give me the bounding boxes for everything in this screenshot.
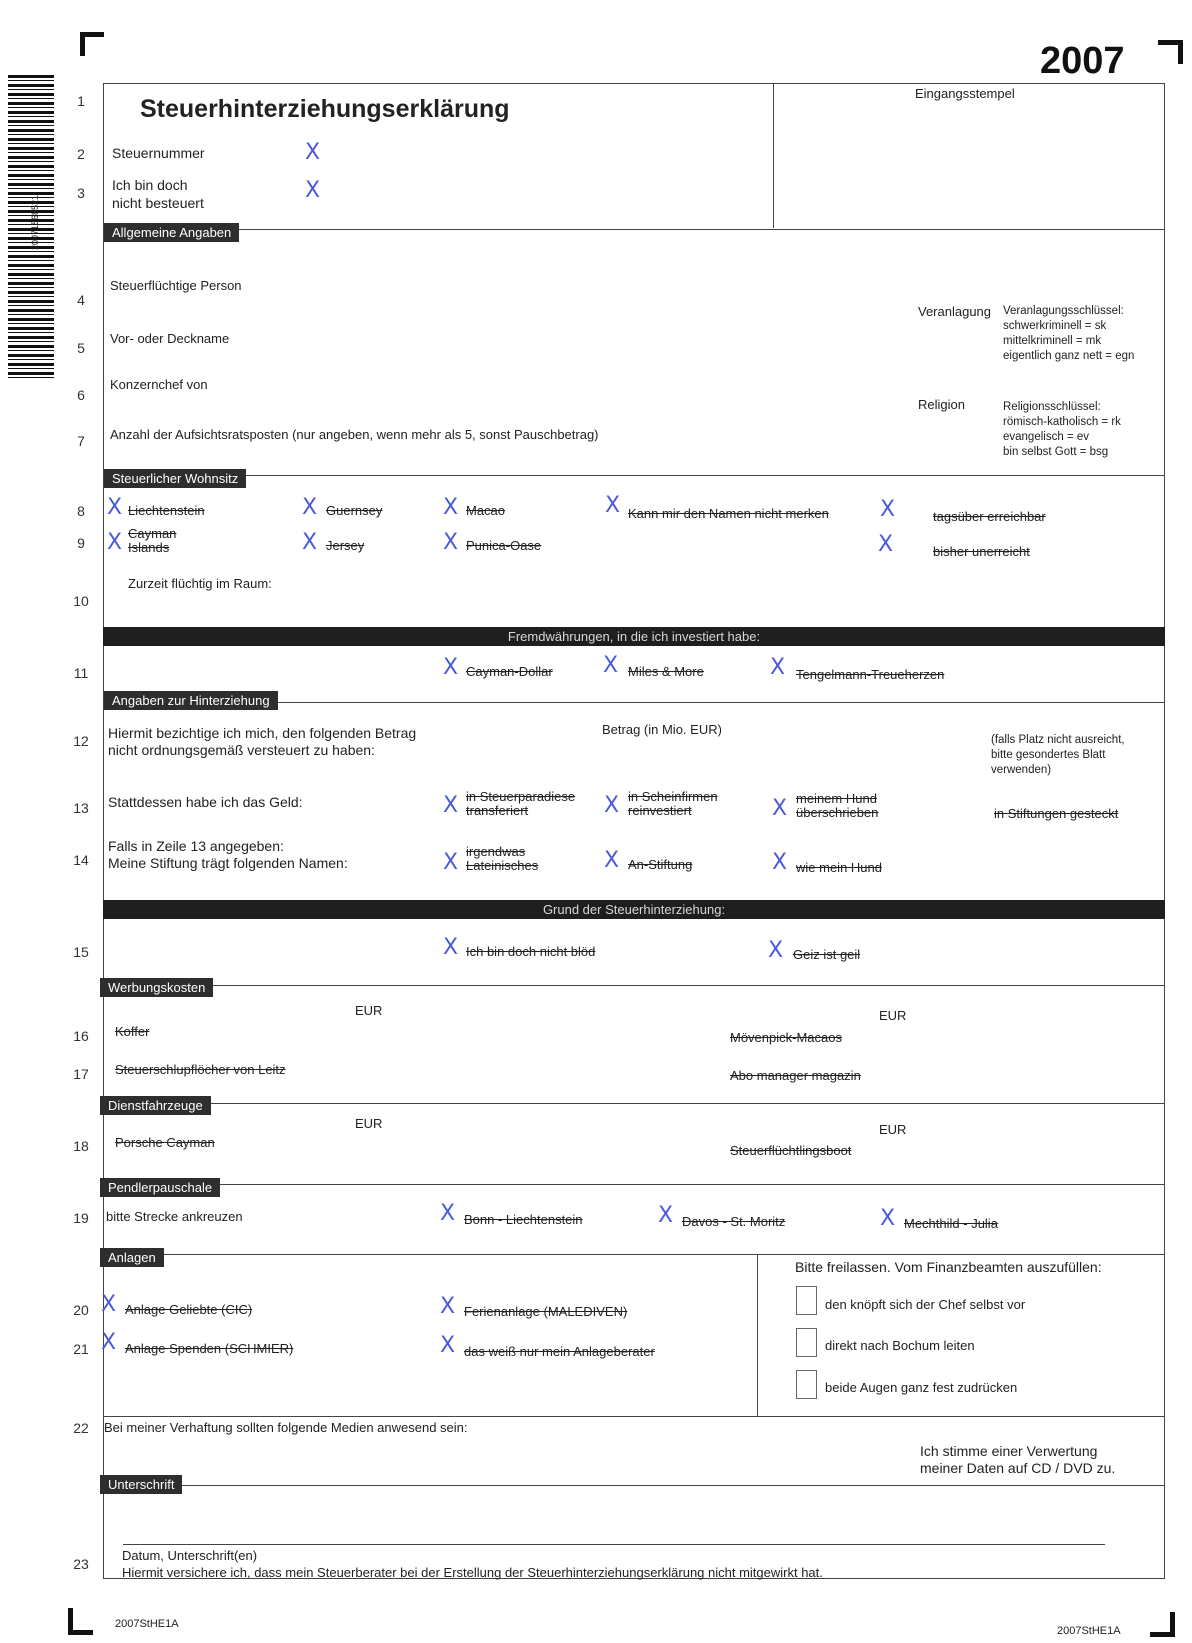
divider-anlagen <box>103 1254 1165 1255</box>
waehrung-miles-more[interactable]: Miles & More <box>628 664 704 679</box>
wohnsitz-cross-9[interactable]: X <box>878 532 894 557</box>
pendler-davos[interactable]: Davos - St. Moritz <box>682 1214 786 1229</box>
year: 2007 <box>1040 40 1125 82</box>
grund-cross-2[interactable]: X <box>768 938 784 963</box>
row14-label: Falls in Zeile 13 angegeben: Meine Stiftung trägt folgenden Namen: <box>108 838 348 871</box>
section-tab-unterschrift: Unterschrift <box>100 1475 182 1494</box>
row14-lateinisches[interactable]: irgendwas Lateinisches <box>466 844 539 873</box>
grund-geiz[interactable]: Geiz ist geil <box>793 947 861 962</box>
grund-cross-1[interactable]: X <box>443 935 459 960</box>
row13-steuerparadiese[interactable]: in Steuerparadiese transferiert <box>466 789 576 818</box>
medien-consent: Ich stimme einer Verwertung meiner Daten auf CD / DVD zu. <box>920 1443 1116 1476</box>
row-number: 2 <box>77 146 85 162</box>
wohnsitz-cross-7[interactable]: X <box>302 530 318 555</box>
wohnsitz-cross-1[interactable]: X <box>107 495 123 520</box>
werbung-eur-left: EUR <box>355 1003 383 1018</box>
pendler-cross-3[interactable]: X <box>880 1206 896 1231</box>
wohnsitz-liechtenstein[interactable]: Liechtenstein <box>128 503 205 518</box>
row13-label: Stattdessen habe ich das Geld: <box>108 794 303 810</box>
medien-label: Bei meiner Verhaftung sollten folgende Medien anwesend sein: <box>104 1420 468 1435</box>
form-code-left: 2007StHE1A <box>115 1618 179 1630</box>
row-number: 14 <box>73 852 89 868</box>
divider-werbung <box>103 985 1165 986</box>
divider-dienst <box>103 1103 1165 1104</box>
official-checkbox-3[interactable] <box>796 1370 817 1399</box>
row13-cross-1[interactable]: X <box>443 793 459 818</box>
pendler-label: bitte Strecke ankreuzen <box>106 1209 243 1224</box>
steuernummer-cross[interactable]: X <box>305 140 321 165</box>
signature-line[interactable] <box>123 1544 1105 1545</box>
wohnsitz-cross-5[interactable]: X <box>880 497 896 522</box>
nicht-besteuert-cross[interactable]: X <box>305 178 321 203</box>
werbung-eur-right: EUR <box>879 1008 907 1023</box>
waehrung-cross-3[interactable]: X <box>770 655 786 680</box>
dienst-boot[interactable]: Steuerflüchtlingsboot <box>730 1143 852 1158</box>
pendler-bonn[interactable]: Bonn - Liechtenstein <box>464 1212 583 1227</box>
section-tab-anlagen: Anlagen <box>100 1248 164 1267</box>
row13-cross-2[interactable]: X <box>604 793 620 818</box>
section-tab-allgemein: Allgemeine Angaben <box>104 223 239 242</box>
row14-an-stiftung[interactable]: An-Stiftung <box>628 857 693 872</box>
row14-wie-hund[interactable]: wie mein Hund <box>796 860 882 875</box>
anlage-cross-3[interactable]: X <box>101 1330 117 1355</box>
aufsichtsrat-label: Anzahl der Aufsichtsratsposten (nur angeben, wenn mehr als 5, sonst Pauschbetrag) <box>110 427 599 442</box>
row14-cross-3[interactable]: X <box>772 850 788 875</box>
band-grund: Grund der Steuerhinterziehung: <box>103 900 1165 919</box>
row-number: 23 <box>73 1556 89 1572</box>
row-number: 21 <box>73 1341 89 1357</box>
religion-key: Religionsschlüssel: römisch-katholisch = rk evangelisch = ev bin selbst Gott = bsg <box>1003 401 1121 458</box>
wohnsitz-cross-6[interactable]: X <box>107 530 123 555</box>
row13-stiftungen[interactable]: in Stiftungen gesteckt <box>994 806 1119 821</box>
corner-mark-bl-v <box>68 1608 73 1635</box>
divider-wohnsitz <box>103 475 1165 476</box>
corner-mark-tr-v <box>1178 40 1183 64</box>
stamp-label: Eingangsstempel <box>915 86 1015 101</box>
pendler-mechthild[interactable]: Mechthild - Julia <box>904 1216 998 1231</box>
row-number: 4 <box>77 292 85 308</box>
anlage-ferien[interactable]: Ferienanlage (MALEDIVEN) <box>464 1304 628 1319</box>
row-number: 1 <box>77 93 85 109</box>
wohnsitz-macao[interactable]: Macao <box>466 503 506 518</box>
wohnsitz-tagsueber[interactable]: tagsüber erreichbar <box>933 509 1046 524</box>
row12-label: Hiermit bezichtige ich mich, den folgenden Betrag nicht ordnungsgemäß versteuert zu haben: <box>108 725 417 758</box>
row14-cross-1[interactable]: X <box>443 850 459 875</box>
waehrung-tengelmann[interactable]: Tengelmann-Treueherzen <box>796 667 945 682</box>
row14-cross-2[interactable]: X <box>604 848 620 873</box>
religion-label: Religion <box>918 397 965 412</box>
divider-medien <box>103 1416 1165 1417</box>
wohnsitz-cross-2[interactable]: X <box>302 495 318 520</box>
steuernummer-label: Steuernummer <box>112 145 205 161</box>
werbung-moevenpick[interactable]: Mövenpick-Macaos <box>730 1030 842 1045</box>
stamp-divider <box>773 83 774 228</box>
row-number: 12 <box>73 733 89 749</box>
wohnsitz-punica[interactable]: Punica-Oase <box>466 538 542 553</box>
fluechtig-label: Zurzeit flüchtig im Raum: <box>128 576 272 591</box>
waehrung-cayman-dollar[interactable]: Cayman-Dollar <box>466 664 553 679</box>
betrag-label: Betrag (in Mio. EUR) <box>602 722 722 737</box>
row-number: 16 <box>73 1028 89 1044</box>
veranlagung-key: Veranlagungsschlüssel: schwerkriminell = sk mittelkriminell = mk eigentlich ganz nett = egn <box>1003 305 1135 362</box>
wohnsitz-cross-3[interactable]: X <box>443 495 459 520</box>
vorname-label: Vor- oder Deckname <box>110 331 230 346</box>
row13-scheinfirmen[interactable]: in Scheinfirmen reinvestiert <box>628 789 718 818</box>
official-option-1: den knöpft sich der Chef selbst vor <box>825 1297 1026 1312</box>
werbung-steuerschlupfloecher[interactable]: Steuerschlupflöcher von Leitz <box>115 1062 286 1077</box>
row-number: 19 <box>73 1210 89 1226</box>
row-number: 18 <box>73 1138 89 1154</box>
anlage-cross-1[interactable]: X <box>101 1292 117 1317</box>
official-title: Bitte freilassen. Vom Finanzbeamten auszufüllen: <box>795 1259 1102 1275</box>
row-number: 10 <box>73 593 89 609</box>
row-number: 3 <box>77 185 85 201</box>
dienst-eur-right: EUR <box>879 1122 907 1137</box>
nicht-besteuert-label: Ich bin doch nicht besteuert <box>112 177 204 211</box>
official-checkbox-1[interactable] <box>796 1286 817 1315</box>
divider-unterschrift <box>103 1485 1165 1486</box>
wohnsitz-jersey[interactable]: Jersey <box>326 538 365 553</box>
anlage-spenden[interactable]: Anlage Spenden (SCHMIER) <box>125 1341 294 1356</box>
row-number: 22 <box>73 1420 89 1436</box>
section-tab-wohnsitz: Steuerlicher Wohnsitz <box>104 469 246 488</box>
wohnsitz-cross-4[interactable]: X <box>605 493 621 518</box>
platz-note: (falls Platz nicht ausreicht, bitte gesondertes Blatt verwenden) <box>991 734 1125 776</box>
section-tab-hinterziehung: Angaben zur Hinterziehung <box>104 691 278 710</box>
row-number: 15 <box>73 944 89 960</box>
row-number: 20 <box>73 1302 89 1318</box>
veranlagung-label: Veranlagung <box>918 304 992 319</box>
row-number: 5 <box>77 340 85 356</box>
grund-nicht-bloed[interactable]: Ich bin doch nicht blöd <box>466 944 596 959</box>
werbung-koffer[interactable]: Koffer <box>115 1024 150 1039</box>
row-number: 17 <box>73 1066 89 1082</box>
divider-pendler <box>103 1184 1165 1185</box>
row-number: 13 <box>73 800 89 816</box>
werbung-abo[interactable]: Abo manager magazin <box>730 1068 861 1083</box>
wohnsitz-cayman[interactable]: Cayman Islands <box>128 526 177 555</box>
row13-hund[interactable]: meinem Hund überschrieben <box>796 791 879 820</box>
official-option-2: direkt nach Bochum leiten <box>825 1338 975 1353</box>
anlage-cross-4[interactable]: X <box>440 1333 456 1358</box>
anlage-cross-2[interactable]: X <box>440 1294 456 1319</box>
section-tab-pendler: Pendlerpauschale <box>100 1178 220 1197</box>
form-code-right: 2007StHE1A <box>1057 1625 1121 1637</box>
dienst-porsche[interactable]: Porsche Cayman <box>115 1135 215 1150</box>
row13-cross-3[interactable]: X <box>772 796 788 821</box>
waehrung-cross-1[interactable]: X <box>443 655 459 680</box>
row-number: 6 <box>77 387 85 403</box>
pendler-cross-2[interactable]: X <box>658 1203 674 1228</box>
versicherung: Hiermit versichere ich, dass mein Steuerberater bei der Erstellung der Steuerhinterziehungserklärung nicht mitgewirkt hat. <box>122 1565 823 1580</box>
row-number: 11 <box>73 665 89 681</box>
datum-label: Datum, Unterschrift(en) <box>122 1548 258 1563</box>
person-label: Steuerflüchtige Person <box>110 278 242 293</box>
pendler-cross-1[interactable]: X <box>440 1201 456 1226</box>
section-tab-dienst: Dienstfahrzeuge <box>100 1096 211 1115</box>
section-tab-werbung: Werbungskosten <box>100 978 213 997</box>
barcode-number: 20071568521 <box>30 194 40 250</box>
anlage-geliebte[interactable]: Anlage Geliebte (CIC) <box>125 1302 253 1317</box>
row-number: 9 <box>77 535 85 551</box>
anlage-anlageberater[interactable]: das weiß nur mein Anlageberater <box>464 1344 655 1359</box>
row-number: 7 <box>77 433 85 449</box>
dienst-eur-left: EUR <box>355 1116 383 1131</box>
wohnsitz-unerreicht[interactable]: bisher unerreicht <box>933 544 1030 559</box>
row-number: 8 <box>77 503 85 519</box>
official-checkbox-2[interactable] <box>796 1328 817 1357</box>
form-title: Steuerhinterziehungserklärung <box>140 95 510 123</box>
wohnsitz-kann-nicht-merken[interactable]: Kann mir den Namen nicht merken <box>628 506 829 521</box>
anlagen-divider <box>757 1254 758 1416</box>
corner-mark-br-v <box>1170 1612 1175 1637</box>
konzernchef-label: Konzernchef von <box>110 377 208 392</box>
waehrung-cross-2[interactable]: X <box>603 653 619 678</box>
band-fremdwaehrungen: Fremdwährungen, in die ich investiert habe: <box>103 627 1165 646</box>
wohnsitz-guernsey[interactable]: Guernsey <box>326 503 383 518</box>
corner-mark-tl-v <box>80 32 85 56</box>
official-option-3: beide Augen ganz fest zudrücken <box>825 1380 1018 1395</box>
wohnsitz-cross-8[interactable]: X <box>443 530 459 555</box>
